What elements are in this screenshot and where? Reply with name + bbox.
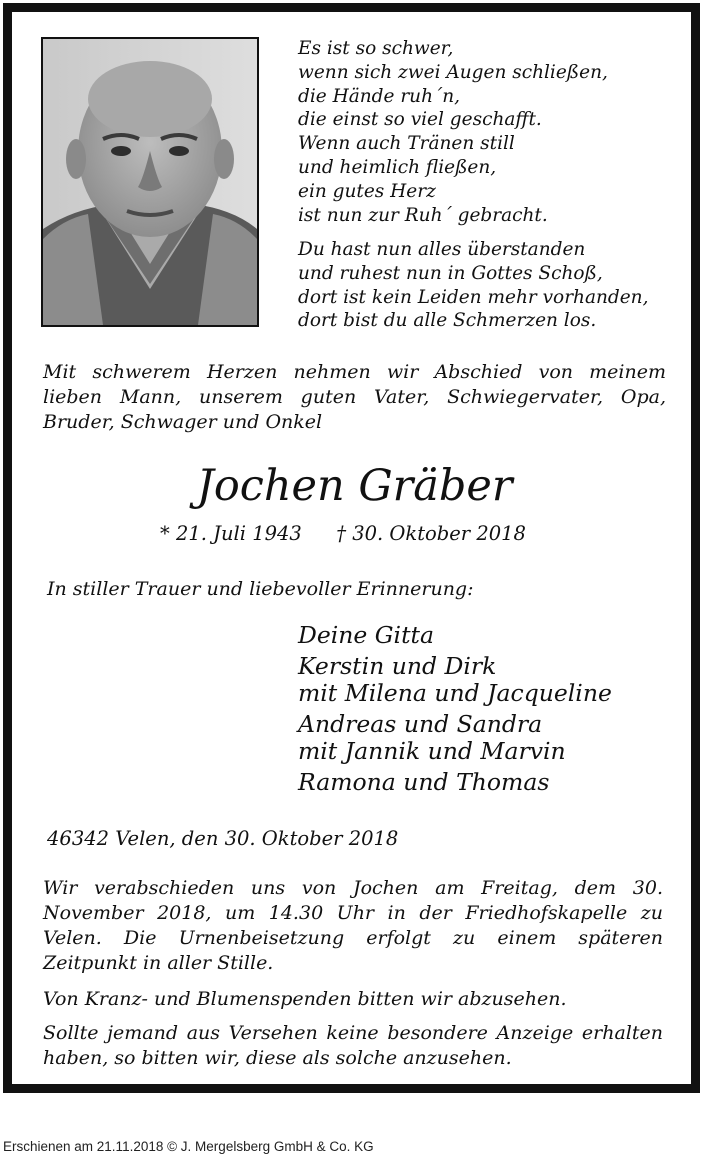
intro-line: Bruder, Schwager und Onkel <box>43 411 323 433</box>
funeral-line: Velen. Die Urnenbeisetzung erfolgt zu einem späteren <box>43 927 663 949</box>
publication-footer: Erschienen am 21.11.2018 © J. Mergelsberg GmbH & Co. KG <box>3 1139 374 1154</box>
portrait-photo <box>41 37 259 327</box>
place-date: 46342 Velen, den 30. Oktober 2018 <box>47 827 399 850</box>
poem-line: Es ist so schwer, <box>298 38 454 59</box>
poem-line: Wenn auch Tränen still <box>298 133 515 155</box>
family-line: Deine Gitta <box>298 621 434 649</box>
family-line: Ramona und Thomas <box>298 768 550 796</box>
poem-stanza-2 <box>298 238 648 333</box>
notice-paragraph <box>43 1021 663 1071</box>
family-list <box>298 622 612 800</box>
family-group <box>298 622 612 649</box>
notice-line: Sollte jemand aus Versehen keine besondere Anzeige erhalten <box>43 1022 663 1044</box>
flowers-line: Von Kranz- und Blumenspenden bitten wir abzusehen. <box>43 988 567 1010</box>
mourning-line: In stiller Trauer und liebevoller Erinnerung: <box>47 578 474 600</box>
family-group <box>298 653 612 707</box>
funeral-line: Wir verabschieden uns von Jochen am Freitag, dem 30. <box>43 877 663 899</box>
funeral-line: Zeitpunkt in aller Stille. <box>43 952 274 974</box>
funeral-line: November 2018, um 14.30 Uhr in der Friedhofskapelle zu <box>43 902 663 924</box>
life-dates <box>160 522 526 545</box>
notice-line: haben, so bitten wir, diese als solche anzusehen. <box>43 1047 512 1069</box>
poem-line: dort ist kein Leiden mehr vorhanden, <box>298 286 649 308</box>
intro-text <box>43 360 666 435</box>
family-line: Kerstin und Dirk <box>298 652 497 680</box>
family-line: mit Milena und Jacqueline <box>298 679 612 707</box>
birth-date: * 21. Juli 1943 <box>160 522 302 545</box>
poem-line: die einst so viel geschafft. <box>298 109 542 131</box>
family-group <box>298 711 612 765</box>
poem-line: Du hast nun alles überstanden <box>298 239 586 260</box>
intro-line: Mit schwerem Herzen nehmen wir Abschied von meinem <box>43 361 666 383</box>
flowers-paragraph <box>43 987 663 1012</box>
intro-line: lieben Mann, unserem guten Vater, Schwiegervater, Opa, <box>43 386 666 408</box>
family-group <box>298 769 612 796</box>
death-date: † 30. Oktober 2018 <box>336 522 526 545</box>
poem-line: die Hände ruh´n, <box>298 85 461 107</box>
deceased-name: Jochen Gräber <box>196 461 513 511</box>
portrait-image <box>43 39 257 325</box>
poem-line: und heimlich fließen, <box>298 156 497 178</box>
funeral-paragraph <box>43 876 663 976</box>
poem-line: ist nun zur Ruh´ gebracht. <box>298 204 548 226</box>
poem-line: und ruhest nun in Gottes Schoß, <box>298 262 603 284</box>
poem-line: dort bist du alle Schmerzen los. <box>298 310 597 332</box>
poem-line: wenn sich zwei Augen schließen, <box>298 61 608 83</box>
poem-line: ein gutes Herz <box>298 180 436 202</box>
family-line: mit Jannik und Marvin <box>298 737 566 765</box>
family-line: Andreas und Sandra <box>298 710 543 738</box>
poem-stanza-1 <box>298 37 608 227</box>
